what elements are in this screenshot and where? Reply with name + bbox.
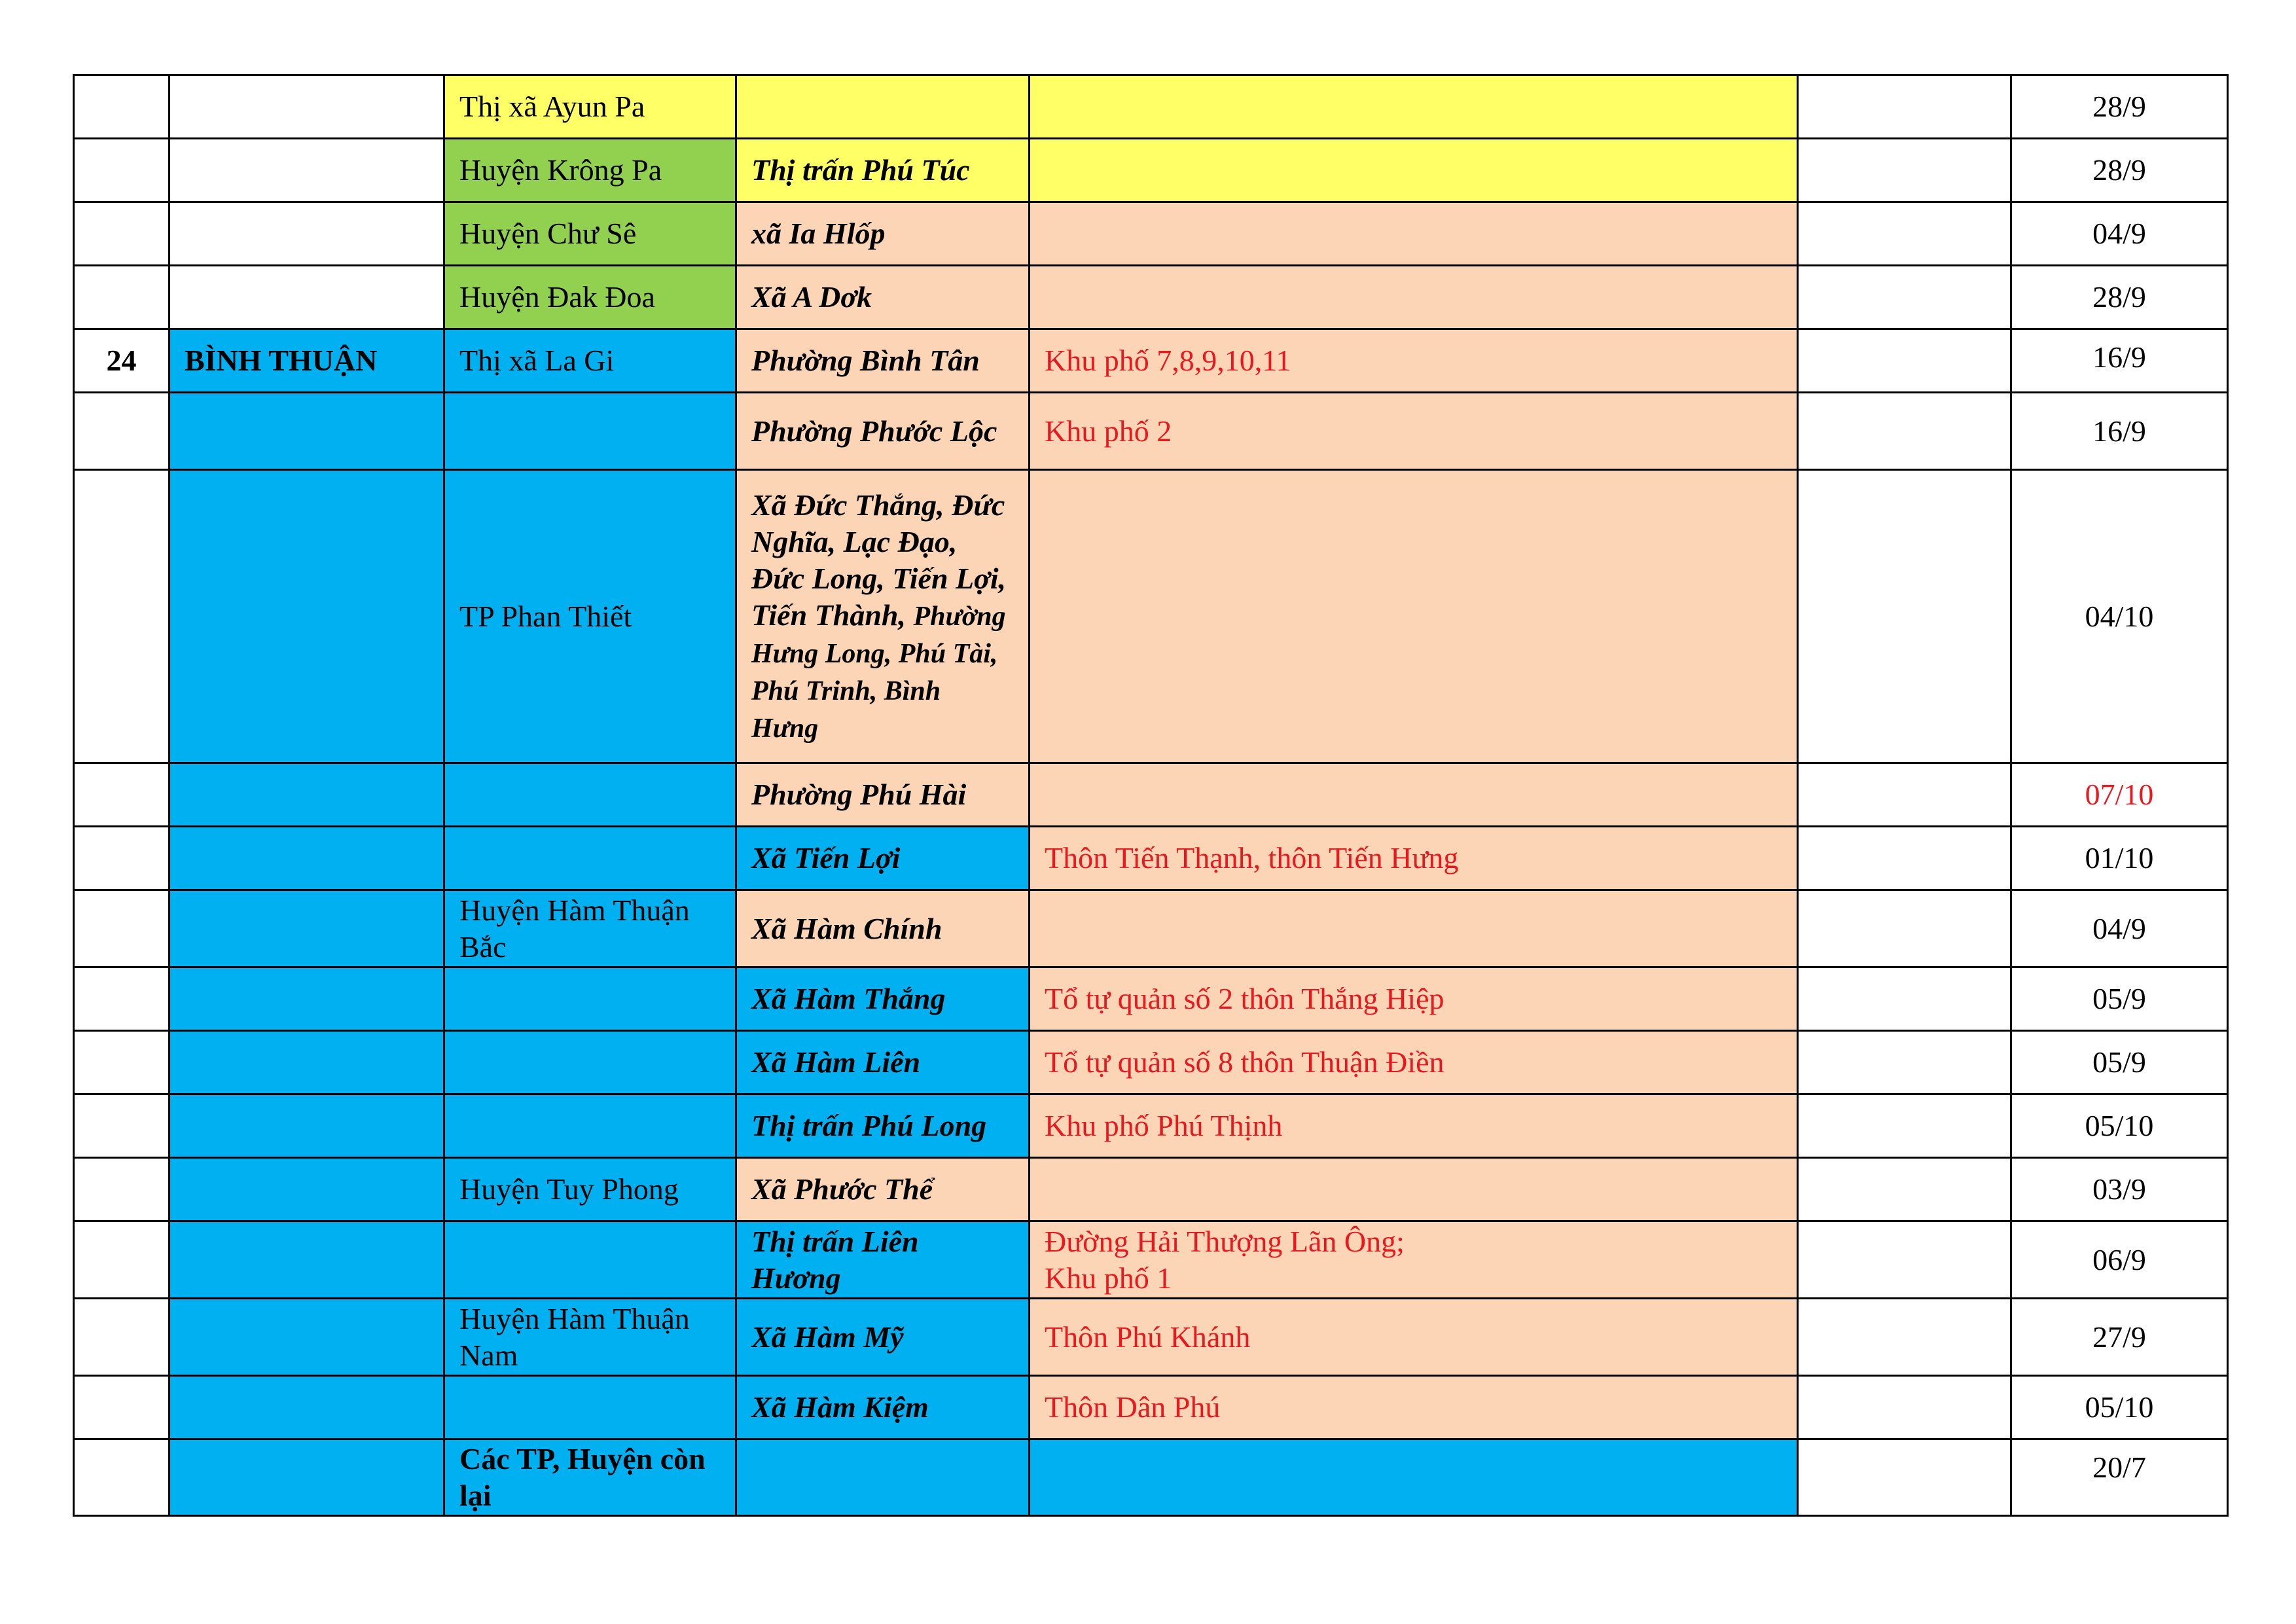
district-cell bbox=[444, 967, 736, 1031]
province-cell bbox=[170, 1376, 444, 1439]
commune-cell: Thị trấn Phú Túc bbox=[736, 139, 1030, 202]
outbreak-area-table bbox=[73, 74, 2229, 1517]
table-row bbox=[74, 967, 2228, 1031]
stt-cell bbox=[74, 202, 170, 266]
area-cell: Tổ tự quản số 8 thôn Thuận Điền bbox=[1030, 1031, 1798, 1094]
note-cell bbox=[1798, 1299, 2011, 1376]
commune-cell: xã Ia Hlốp bbox=[736, 202, 1030, 266]
district-cell: Huyện Chư Sê bbox=[444, 202, 736, 266]
commune-cell: Thị trấn Phú Long bbox=[736, 1094, 1030, 1158]
note-cell bbox=[1798, 202, 2011, 266]
province-cell bbox=[170, 470, 444, 763]
area-cell: Khu phố 2 bbox=[1030, 393, 1798, 470]
table-row bbox=[74, 1031, 2228, 1094]
table-row bbox=[74, 827, 2228, 890]
note-cell bbox=[1798, 1031, 2011, 1094]
note-cell bbox=[1798, 329, 2011, 393]
commune-cell: Xã Phước Thể bbox=[736, 1158, 1030, 1221]
district-cell: TP Phan Thiết bbox=[444, 470, 736, 763]
note-cell bbox=[1798, 827, 2011, 890]
note-cell bbox=[1798, 967, 2011, 1031]
district-cell: Thị xã Ayun Pa bbox=[444, 75, 736, 139]
stt-cell bbox=[74, 1299, 170, 1376]
commune-cell: Xã Hàm Kiệm bbox=[736, 1376, 1030, 1439]
province-cell bbox=[170, 202, 444, 266]
district-cell: Huyện Hàm Thuận Nam bbox=[444, 1299, 736, 1376]
province-cell bbox=[170, 1158, 444, 1221]
date-cell: 27/9 bbox=[2011, 1299, 2228, 1376]
area-cell: Khu phố Phú Thịnh bbox=[1030, 1094, 1798, 1158]
district-cell bbox=[444, 827, 736, 890]
district-cell bbox=[444, 393, 736, 470]
table-row bbox=[74, 1376, 2228, 1439]
stt-cell: 24 bbox=[74, 329, 170, 393]
date-cell: 04/10 bbox=[2011, 470, 2228, 763]
date-cell: 28/9 bbox=[2011, 139, 2228, 202]
area-cell bbox=[1030, 266, 1798, 329]
commune-cell bbox=[736, 470, 1030, 763]
table-row bbox=[74, 266, 2228, 329]
date-cell: 05/10 bbox=[2011, 1376, 2228, 1439]
table-row bbox=[74, 470, 2228, 763]
province-cell bbox=[170, 1094, 444, 1158]
stt-cell bbox=[74, 1094, 170, 1158]
stt-cell bbox=[74, 827, 170, 890]
commune-cell: Xã Hàm Mỹ bbox=[736, 1299, 1030, 1376]
commune-text: Phường Phước Lộc bbox=[751, 414, 997, 448]
area-cell: Thôn Dân Phú bbox=[1030, 1376, 1798, 1439]
stt-cell bbox=[74, 1221, 170, 1299]
province-cell bbox=[170, 75, 444, 139]
table-row bbox=[74, 1439, 2228, 1516]
district-cell bbox=[444, 1031, 736, 1094]
district-cell bbox=[444, 1376, 736, 1439]
province-cell bbox=[170, 266, 444, 329]
note-cell bbox=[1798, 763, 2011, 827]
province-cell bbox=[170, 763, 444, 827]
note-cell bbox=[1798, 1376, 2011, 1439]
province-cell bbox=[170, 139, 444, 202]
stt-cell bbox=[74, 967, 170, 1031]
area-cell: Thôn Tiến Thạnh, thôn Tiến Hưng bbox=[1030, 827, 1798, 890]
province-cell bbox=[170, 393, 444, 470]
commune-cell bbox=[736, 1439, 1030, 1516]
district-cell: Huyện Đak Đoa bbox=[444, 266, 736, 329]
area-cell bbox=[1030, 1439, 1798, 1516]
stt-cell bbox=[74, 763, 170, 827]
note-cell bbox=[1798, 890, 2011, 967]
district-cell: Huyện Krông Pa bbox=[444, 139, 736, 202]
area-cell bbox=[1030, 1221, 1798, 1299]
province-cell bbox=[170, 1031, 444, 1094]
note-cell bbox=[1798, 1221, 2011, 1299]
area-cell: Thôn Phú Khánh bbox=[1030, 1299, 1798, 1376]
area-cell: Khu phố 7,8,9,10,11 bbox=[1030, 329, 1798, 393]
stt-cell bbox=[74, 1031, 170, 1094]
commune-list-part-b: Phường Hưng Long, Phú Tài, Phú Trinh, Bình Hưng bbox=[751, 601, 1006, 744]
note-cell bbox=[1798, 1094, 2011, 1158]
table-row bbox=[74, 202, 2228, 266]
table-row bbox=[74, 75, 2228, 139]
date-cell: 04/9 bbox=[2011, 202, 2228, 266]
stt-cell bbox=[74, 266, 170, 329]
table-row bbox=[74, 139, 2228, 202]
area-cell bbox=[1030, 1158, 1798, 1221]
date-cell: 07/10 bbox=[2011, 763, 2228, 827]
date-cell: 20/7 bbox=[2011, 1439, 2228, 1516]
district-cell: Thị xã La Gi bbox=[444, 329, 736, 393]
stt-cell bbox=[74, 1158, 170, 1221]
area-cell bbox=[1030, 470, 1798, 763]
province-cell bbox=[170, 1299, 444, 1376]
district-cell: Các TP, Huyện còn lại bbox=[444, 1439, 736, 1516]
date-cell: 16/9 bbox=[2011, 329, 2228, 393]
commune-cell: Phường Bình Tân bbox=[736, 329, 1030, 393]
commune-cell: Xã Hàm Liên bbox=[736, 1031, 1030, 1094]
province-cell bbox=[170, 1221, 444, 1299]
table-row bbox=[74, 329, 2228, 393]
table-row bbox=[74, 763, 2228, 827]
province-cell: BÌNH THUẬN bbox=[170, 329, 444, 393]
stt-cell bbox=[74, 75, 170, 139]
area-cell: Tổ tự quản số 2 thôn Thắng Hiệp bbox=[1030, 967, 1798, 1031]
commune-cell: Xã A Dơk bbox=[736, 266, 1030, 329]
commune-cell bbox=[736, 393, 1030, 470]
note-cell bbox=[1798, 139, 2011, 202]
table-row bbox=[74, 1299, 2228, 1376]
note-cell bbox=[1798, 266, 2011, 329]
commune-cell: Xã Tiến Lợi bbox=[736, 827, 1030, 890]
area-line-1: Đường Hải Thượng Lãn Ông; bbox=[1045, 1224, 1405, 1258]
area-cell bbox=[1030, 890, 1798, 967]
date-cell: 28/9 bbox=[2011, 75, 2228, 139]
date-cell: 04/9 bbox=[2011, 890, 2228, 967]
date-cell: 05/9 bbox=[2011, 967, 2228, 1031]
note-cell bbox=[1798, 1439, 2011, 1516]
date-cell: 05/10 bbox=[2011, 1094, 2228, 1158]
stt-cell bbox=[74, 1439, 170, 1516]
note-cell bbox=[1798, 470, 2011, 763]
table-row bbox=[74, 1094, 2228, 1158]
note-cell bbox=[1798, 393, 2011, 470]
date-cell: 01/10 bbox=[2011, 827, 2228, 890]
commune-cell: Xã Hàm Thắng bbox=[736, 967, 1030, 1031]
district-cell: Huyện Hàm Thuận Bắc bbox=[444, 890, 736, 967]
date-cell: 03/9 bbox=[2011, 1158, 2228, 1221]
date-cell: 06/9 bbox=[2011, 1221, 2228, 1299]
district-cell bbox=[444, 1221, 736, 1299]
province-cell bbox=[170, 967, 444, 1031]
area-cell bbox=[1030, 139, 1798, 202]
commune-cell: Xã Hàm Chính bbox=[736, 890, 1030, 967]
province-cell bbox=[170, 890, 444, 967]
commune-list-part-a: Xã Đức Thắng, Đức Nghĩa, Lạc Đạo, Đức Long, Tiến Lợi, Tiến Thành, bbox=[751, 488, 1007, 632]
table-row bbox=[74, 890, 2228, 967]
area-cell bbox=[1030, 763, 1798, 827]
area-cell bbox=[1030, 202, 1798, 266]
stt-cell bbox=[74, 470, 170, 763]
district-cell bbox=[444, 763, 736, 827]
stt-cell bbox=[74, 139, 170, 202]
province-cell bbox=[170, 827, 444, 890]
area-line-2: Khu phố 1 bbox=[1045, 1261, 1172, 1295]
date-cell: 16/9 bbox=[2011, 393, 2228, 470]
commune-cell: Phường Phú Hài bbox=[736, 763, 1030, 827]
district-cell: Huyện Tuy Phong bbox=[444, 1158, 736, 1221]
stt-cell bbox=[74, 1376, 170, 1439]
district-cell bbox=[444, 1094, 736, 1158]
commune-cell bbox=[736, 75, 1030, 139]
table-row bbox=[74, 393, 2228, 470]
table-row bbox=[74, 1158, 2228, 1221]
stt-cell bbox=[74, 393, 170, 470]
commune-cell: Thị trấn Liên Hương bbox=[736, 1221, 1030, 1299]
note-cell bbox=[1798, 1158, 2011, 1221]
date-cell: 28/9 bbox=[2011, 266, 2228, 329]
area-cell bbox=[1030, 75, 1798, 139]
stt-cell bbox=[74, 890, 170, 967]
province-cell bbox=[170, 1439, 444, 1516]
table-row bbox=[74, 1221, 2228, 1299]
date-cell: 05/9 bbox=[2011, 1031, 2228, 1094]
note-cell bbox=[1798, 75, 2011, 139]
